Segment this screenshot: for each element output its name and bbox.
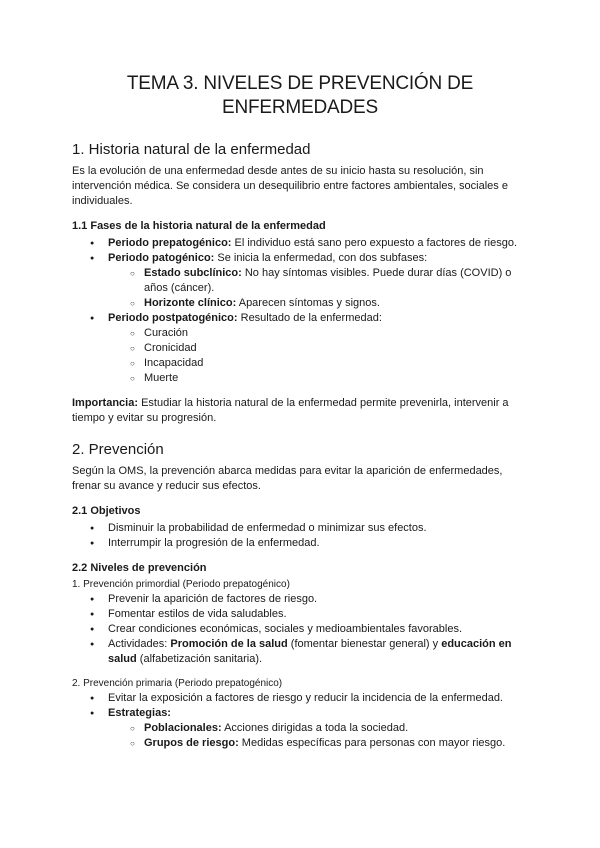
list-item: ● Fomentar estilos de vida saludables. — [72, 607, 528, 622]
section-2-intro: Según la OMS, la prevención abarca medidas para evitar la aparición de enfermedades, frenar su avance y reducir sus efectos. — [72, 465, 503, 492]
objectives-list — [72, 521, 528, 551]
list-item: ● Evitar la exposición a factores de riesgo y reducir la incidencia de la enfermedad. — [72, 691, 528, 706]
list-item: ● Crear condiciones económicas, sociales y medioambientales favorables. — [72, 622, 528, 637]
subsection-2-1-heading: 2.1 Objetivos — [72, 505, 141, 517]
list-item: ○ Poblacionales: Acciones dirigidas a toda la sociedad. — [108, 721, 528, 736]
section-2-heading: 2. Prevención — [72, 441, 164, 458]
subphases-list — [108, 266, 528, 311]
outcomes-list — [108, 326, 528, 386]
list-item: ○ Horizonte clínico: Aparecen síntomas y signos. — [108, 296, 528, 311]
primaria-list — [72, 691, 528, 751]
list-item: ○ Grupos de riesgo: Medidas específicas para personas con mayor riesgo. — [108, 736, 528, 751]
strategies-list — [108, 721, 528, 751]
list-item: ● Periodo patogénico: Se inicia la enfermedad, con dos subfases: ○ Estado subclínico: No hay síntomas visibles. Puede durar días (COVID) o años (cáncer). ○ Horizonte clínico: Aparecen síntomas y signos. — [72, 251, 528, 311]
list-item: ● Interrumpir la progresión de la enfermedad. — [72, 536, 528, 551]
list-item: ● Estrategias: ○ Poblacionales: Acciones dirigidas a toda la sociedad. ○ Grupos de riesgo: Medidas específicas para personas con mayor riesgo. — [72, 706, 528, 751]
importance-note: Importancia: Estudiar la historia natural de la enfermedad permite prevenirla, intervenir a tiempo y evitar su progresión. — [72, 397, 509, 424]
list-item: ○ Curación — [108, 326, 528, 341]
phases-list — [72, 236, 528, 386]
subsection-2-2-heading: 2.2 Niveles de prevención — [72, 562, 207, 574]
primordial-list — [72, 592, 528, 667]
primaria-label: 2. Prevención primaria (Periodo prepatogénico) — [72, 678, 283, 689]
list-item: ○ Estado subclínico: No hay síntomas visibles. Puede durar días (COVID) o años (cáncer). — [108, 266, 528, 296]
list-item: ○ Cronicidad — [108, 341, 528, 356]
section-1-heading: 1. Historia natural de la enfermedad — [72, 141, 311, 158]
document-title: TEMA 3. NIVELES DE PREVENCIÓN DE ENFERMEDADES — [126, 73, 474, 118]
list-item: ● Periodo postpatogénico: Resultado de la enfermedad: ○ Curación ○ Cronicidad ○ Incapacidad ○ Muerte — [72, 311, 528, 386]
list-item: ● Prevenir la aparición de factores de riesgo. — [72, 592, 528, 607]
list-item: ● Disminuir la probabilidad de enfermedad o minimizar sus efectos. — [72, 521, 528, 536]
list-item: ● Actividades: Promoción de la salud (fomentar bienestar general) y educación en salud (alfabetización sanitaria). — [72, 637, 528, 667]
list-item: ● Periodo prepatogénico: El individuo está sano pero expuesto a factores de riesgo. — [72, 236, 528, 251]
section-1-intro: Es la evolución de una enfermedad desde antes de su inicio hasta su resolución, sin intervención médica. Se considera un desequilibrio entre factores ambientales, sociales e individuales. — [72, 165, 508, 207]
primordial-label: 1. Prevención primordial (Periodo prepatogénico) — [72, 579, 290, 590]
list-item: ○ Incapacidad — [108, 356, 528, 371]
list-item: ○ Muerte — [108, 371, 528, 386]
subsection-1-1-heading: 1.1 Fases de la historia natural de la enfermedad — [72, 220, 326, 232]
